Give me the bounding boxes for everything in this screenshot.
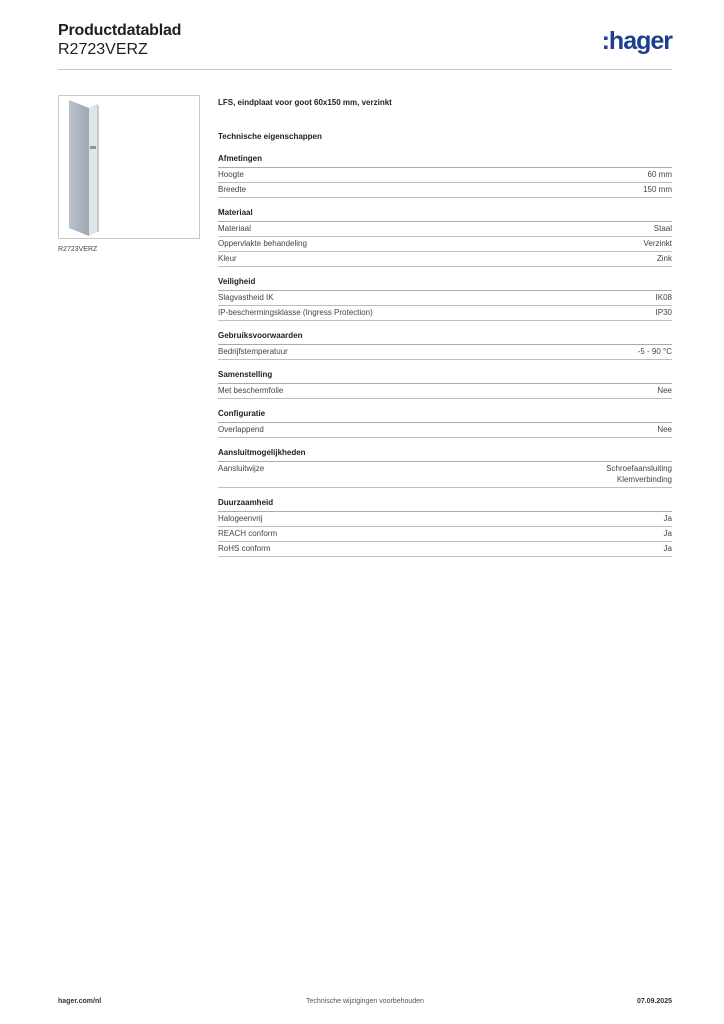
property-row <box>218 384 672 399</box>
property-value <box>606 463 672 485</box>
property-value-line: Nee <box>657 425 672 434</box>
property-row <box>218 423 672 438</box>
property-value <box>664 528 672 539</box>
property-value-line: Verzinkt <box>643 239 672 248</box>
property-label: Hoogte <box>218 170 244 179</box>
property-value-line: Zink <box>656 254 672 263</box>
header-divider <box>58 69 672 70</box>
property-value-line: IP30 <box>655 308 672 317</box>
property-value <box>664 543 672 554</box>
property-label: Overlappend <box>218 425 264 434</box>
property-row <box>218 512 672 527</box>
property-value-line: Ja <box>663 514 672 523</box>
end-plate-illustration <box>59 96 201 240</box>
property-value <box>657 385 672 396</box>
property-section <box>218 448 672 488</box>
section-title: Duurzaamheid <box>218 498 672 512</box>
property-value-line: 150 mm <box>643 185 672 194</box>
property-section <box>218 409 672 438</box>
technical-properties-heading: Technische eigenschappen <box>218 132 322 141</box>
section-title: Veiligheid <box>218 277 672 291</box>
property-label: Slagvastheid IK <box>218 293 274 302</box>
property-section <box>218 277 672 321</box>
property-value <box>644 238 672 249</box>
property-label: REACH conform <box>218 529 278 538</box>
product-description: LFS, eindplaat voor goot 60x150 mm, verzinkt <box>218 98 392 107</box>
property-value <box>656 307 672 318</box>
property-label: Breedte <box>218 185 247 194</box>
property-row <box>218 306 672 321</box>
datasheet-content <box>218 98 672 557</box>
property-row <box>218 291 672 306</box>
property-value <box>654 223 672 234</box>
property-section <box>218 331 672 360</box>
property-row <box>218 168 672 183</box>
section-title: Materiaal <box>218 208 672 222</box>
property-value-line: IK08 <box>655 293 672 302</box>
property-section <box>218 370 672 399</box>
footer-disclaimer: Technische wijzigingen voorbehouden <box>306 998 424 1005</box>
section-title: Samenstelling <box>218 370 672 384</box>
footer-date: 07.09.2025 <box>636 998 672 1005</box>
product-reference: R2723VERZ <box>58 41 148 58</box>
property-row <box>218 462 672 488</box>
property-section <box>218 208 672 267</box>
footer-website: hager.com/nl <box>58 998 102 1005</box>
property-value <box>643 184 672 195</box>
image-caption: R2723VERZ <box>58 246 98 253</box>
property-row <box>218 527 672 542</box>
property-label: Kleur <box>218 254 237 263</box>
property-label: Materiaal <box>218 224 251 233</box>
property-label: Oppervlakte behandeling <box>218 239 307 248</box>
property-label: Met beschermfolie <box>218 386 284 395</box>
property-row <box>218 345 672 360</box>
product-image <box>58 95 200 239</box>
document-title: Productdatablad <box>58 22 182 39</box>
page-header <box>58 22 672 70</box>
property-row <box>218 237 672 252</box>
property-label: Bedrijfstemperatuur <box>218 347 288 356</box>
property-row <box>218 542 672 557</box>
property-value-line: 60 mm <box>647 170 672 179</box>
section-title: Aansluitmogelijkheden <box>218 448 672 462</box>
hager-logo: :hager <box>601 27 672 55</box>
property-value-line: Klemverbinding <box>616 475 672 484</box>
property-value-line: Schroefaansluiting <box>606 464 672 473</box>
property-label: IP-beschermingsklasse (Ingress Protection) <box>218 308 373 317</box>
property-value <box>638 346 672 357</box>
property-value <box>657 253 672 264</box>
property-label: RoHS conform <box>218 544 271 553</box>
section-title: Configuratie <box>218 409 672 423</box>
property-value-line: -5 - 90 °C <box>637 347 672 356</box>
property-row <box>218 183 672 198</box>
section-title: Gebruiksvoorwaarden <box>218 331 672 345</box>
section-title: Afmetingen <box>218 154 672 168</box>
property-value <box>656 292 672 303</box>
property-value-line: Ja <box>663 529 672 538</box>
property-row <box>218 222 672 237</box>
property-value-line: Ja <box>663 544 672 553</box>
property-label: Halogeenvrij <box>218 514 263 523</box>
property-label: Aansluitwijze <box>218 464 265 473</box>
property-row <box>218 252 672 267</box>
property-value-line: Staal <box>653 224 672 233</box>
property-section <box>218 154 672 198</box>
property-value <box>657 424 672 435</box>
property-value-line: Nee <box>657 386 672 395</box>
property-section <box>218 498 672 557</box>
property-value <box>664 513 672 524</box>
property-sections <box>218 154 672 557</box>
property-value <box>648 169 672 180</box>
